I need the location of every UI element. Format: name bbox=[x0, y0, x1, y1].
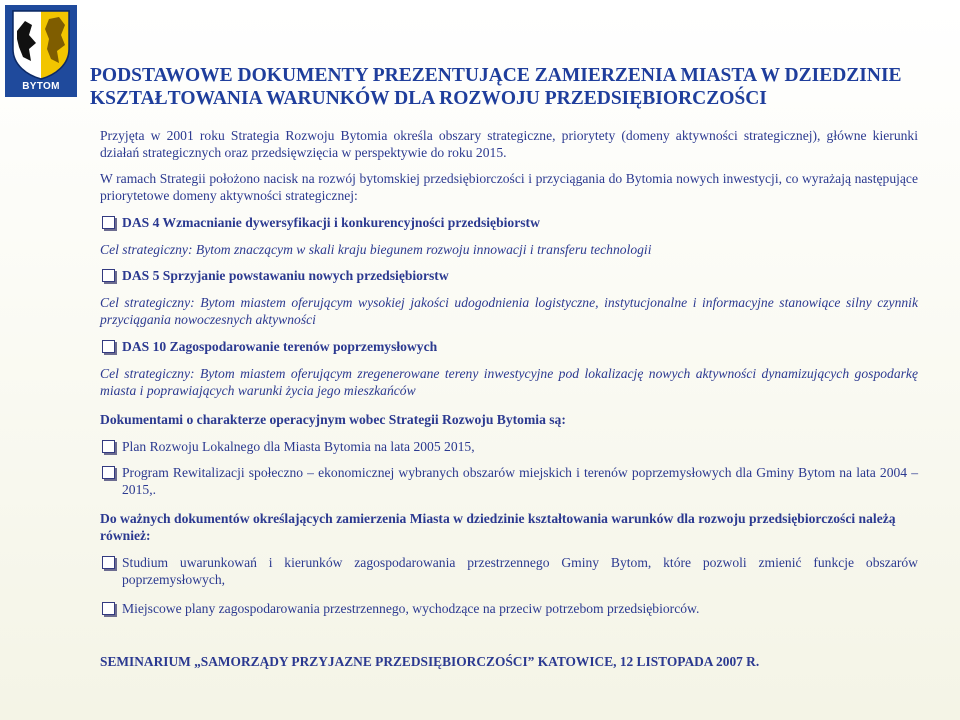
important-item-text: Studium uwarunkowań i kierunków zagospodarowania przestrzennego Gminy Bytom, które pozwoli zmienić funkcje obszarów poprzemysłowych, bbox=[122, 555, 918, 587]
main-content bbox=[100, 127, 918, 617]
das-5-heading-text: DAS 5 Sprzyjanie powstawaniu nowych przedsiębiorstw bbox=[122, 268, 449, 283]
intro-paragraph-2: W ramach Strategii położono nacisk na rozwój bytomskiej przedsiębiorczości i przyciągania do Bytomia nowych inwestycji, co wyrażają następujące priorytetowe domeny aktywności strategicznej: bbox=[100, 171, 918, 203]
checkbox-bullet-icon bbox=[102, 440, 115, 453]
das-10-heading bbox=[100, 338, 918, 355]
checkbox-bullet-icon bbox=[102, 556, 115, 569]
intro-paragraph-1: Przyjęta w 2001 roku Strategia Rozwoju Bytomia określa obszary strategiczne, priorytety (domeny aktywności strategicznej), główne kierunki działań strategicznych oraz przedsięwzięcia w perspektywie do roku 2015. bbox=[100, 128, 918, 160]
das-4-heading-text: DAS 4 Wzmacnianie dywersyfikacji i konkurencyjności przedsiębiorstw bbox=[122, 215, 540, 230]
important-item bbox=[100, 554, 918, 588]
shield-icon bbox=[5, 5, 77, 81]
title-line-2: KSZTAŁTOWANIA WARUNKÓW DLA ROZWOJU PRZEDSIĘBIORCZOŚCI bbox=[90, 88, 767, 109]
checkbox-bullet-icon bbox=[102, 340, 115, 353]
operational-heading: Dokumentami o charakterze operacyjnym wobec Strategii Rozwoju Bytomia są: bbox=[100, 412, 566, 427]
checkbox-bullet-icon bbox=[102, 216, 115, 229]
important-item bbox=[100, 600, 918, 617]
important-heading: Do ważnych dokumentów określających zamierzenia Miasta w dziedzinie kształtowania warunków dla rozwoju przedsiębiorczości należą również: bbox=[100, 511, 896, 543]
operational-item bbox=[100, 464, 918, 498]
das-5-heading bbox=[100, 267, 918, 284]
checkbox-bullet-icon bbox=[102, 466, 115, 479]
das-10-heading-text: DAS 10 Zagospodarowanie terenów poprzemysłowych bbox=[122, 339, 438, 354]
page-title bbox=[90, 64, 930, 110]
das-10-goal: Cel strategiczny: Bytom miastem oferującym zregenerowane tereny inwestycyjne pod lokalizację nowych aktywności dynamizujących gospodarkę miasta i poprawiających warunki życia jego mieszkańców bbox=[100, 366, 918, 398]
das-5-goal: Cel strategiczny: Bytom miastem oferującym wysokiej jakości udogodnienia logistyczne, instytucjonalne i informacyjne stanowiące silny czynnik przyciągania nowoczesnych aktywności bbox=[100, 295, 918, 327]
important-item-text: Miejscowe plany zagospodarowania przestrzennego, wychodzące na przeciw potrzebom przedsiębiorców. bbox=[122, 601, 700, 616]
operational-item-text: Program Rewitalizacji społeczno – ekonomicznej wybranych obszarów miejskich i terenów poprzemysłowych dla Gminy Bytom na lata 2004 – 2015,. bbox=[122, 465, 918, 497]
logo-text: BYTOM bbox=[22, 81, 60, 92]
checkbox-bullet-icon bbox=[102, 602, 115, 615]
das-4-heading bbox=[100, 214, 918, 231]
seminar-footer: SEMINARIUM „SAMORZĄDY PRZYJAZNE PRZEDSIĘBIORCZOŚCI” KATOWICE, 12 LISTOPADA 2007 R. bbox=[100, 654, 760, 669]
checkbox-bullet-icon bbox=[102, 269, 115, 282]
das-4-goal: Cel strategiczny: Bytom znaczącym w skali kraju biegunem rozwoju innowacji i transferu technologii bbox=[100, 242, 652, 257]
title-line-1: PODSTAWOWE DOKUMENTY PREZENTUJĄCE ZAMIERZENIA MIASTA W DZIEDZINIE bbox=[90, 65, 902, 86]
bytom-coat-of-arms-logo bbox=[5, 5, 77, 97]
operational-item bbox=[100, 438, 918, 455]
operational-item-text: Plan Rozwoju Lokalnego dla Miasta Bytomia na lata 2005 2015, bbox=[122, 439, 475, 454]
